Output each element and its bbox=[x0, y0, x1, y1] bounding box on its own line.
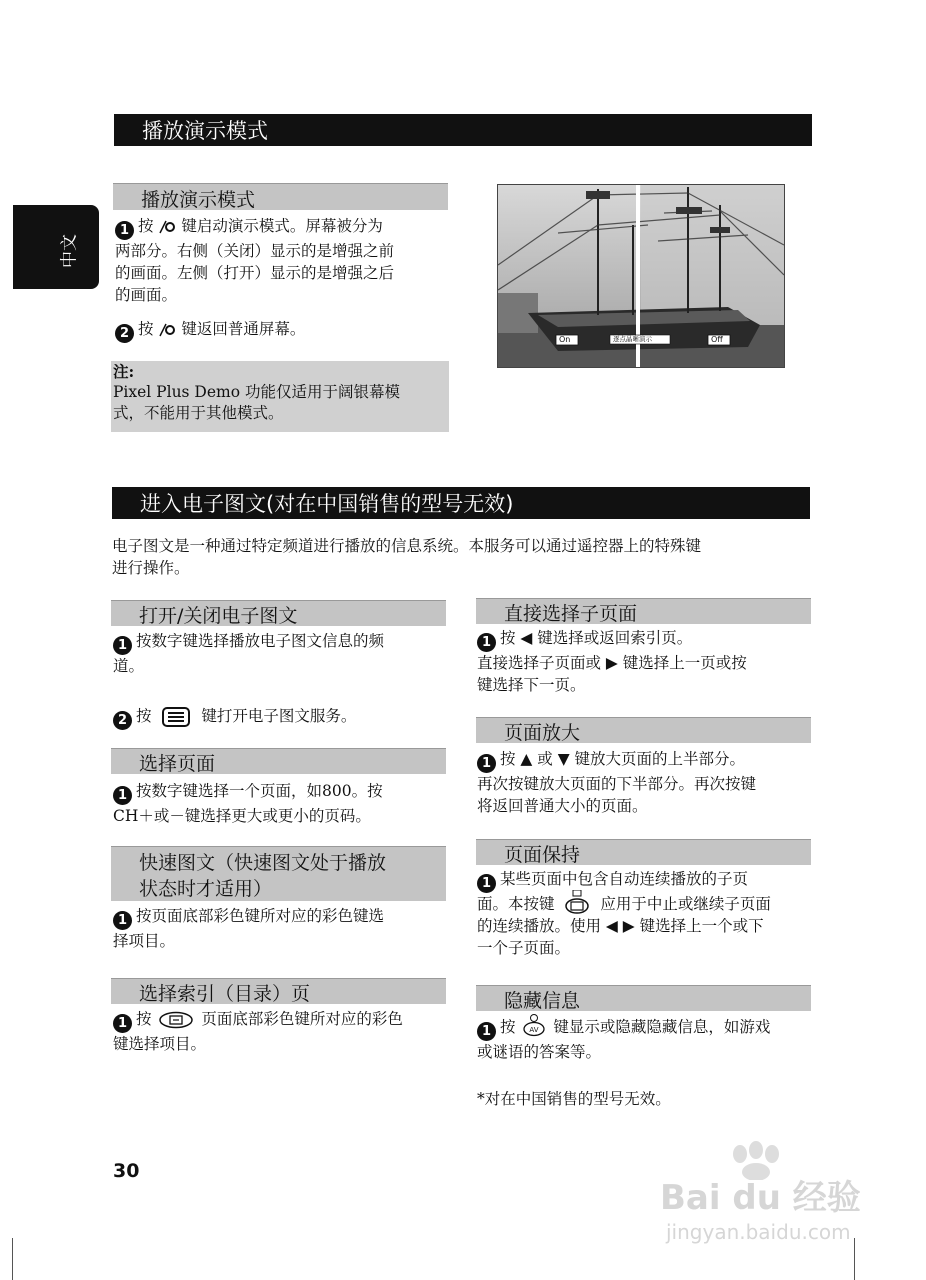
subsection-title: 打开/关闭电子图文 bbox=[139, 605, 298, 627]
step-1-badge: 1 bbox=[477, 633, 496, 652]
subsection-title: 选择索引（目录）页 bbox=[139, 983, 311, 1005]
subsection-title: 状态时才适用） bbox=[139, 878, 273, 900]
step-1-badge: 1 bbox=[477, 1022, 496, 1041]
step-line: 的连续播放。使用 ◀ ▶ 键选择上一个或下 bbox=[477, 917, 764, 935]
step-line: CH＋或－键选择更大或更小的页码。 bbox=[113, 807, 371, 825]
step-text: 键启动演示模式。屏幕被分为 bbox=[181, 217, 383, 235]
step-1-badge: 1 bbox=[113, 1014, 132, 1033]
demo-key-icon bbox=[158, 323, 176, 337]
label-off: Off bbox=[711, 335, 723, 344]
subsection-header-demo bbox=[113, 183, 448, 210]
subsection-header-index bbox=[111, 978, 446, 1004]
step-line: 或谜语的答案等。 bbox=[477, 1043, 602, 1061]
step-text: 按数字键选择播放电子图文信息的频 bbox=[136, 632, 385, 650]
subsection-title: 播放演示模式 bbox=[141, 189, 256, 211]
select-page-instructions bbox=[113, 780, 453, 827]
label-on: On bbox=[559, 335, 571, 344]
step-line: 两部分。右侧（关闭）显示的是增强之前 bbox=[115, 242, 395, 260]
step-line: 择项目。 bbox=[113, 932, 176, 950]
side-tab-label: 中文 bbox=[59, 234, 80, 268]
subpage-instructions bbox=[477, 627, 817, 696]
step-text: 键打开电子图文服务。 bbox=[201, 707, 357, 725]
hold-key-icon bbox=[563, 890, 591, 914]
section-header-demo bbox=[114, 114, 812, 146]
subsection-title: 页面保持 bbox=[504, 844, 581, 866]
step-1-badge: 1 bbox=[113, 786, 132, 805]
watermark-logo: Bai du 经验 bbox=[660, 1178, 861, 1218]
fast-text-instructions bbox=[113, 905, 453, 952]
demo-instructions bbox=[115, 215, 455, 343]
subsection-header-hidden bbox=[476, 985, 811, 1011]
subsection-header-select-page bbox=[111, 748, 446, 774]
step-text: 应用于中止或继续子页面 bbox=[600, 895, 771, 913]
step-text: 按 ▲ 或 ▼ 键放大页面的上半部分。 bbox=[500, 750, 746, 768]
subsection-header-fast-text bbox=[111, 846, 446, 901]
intro-line: 进行操作。 bbox=[112, 559, 190, 577]
reveal-key-icon bbox=[522, 1013, 546, 1037]
section-header-teletext bbox=[112, 487, 810, 519]
index-key-icon bbox=[158, 1011, 194, 1029]
note-line: Pixel Plus Demo 功能仅适用于阔银幕模 bbox=[113, 383, 400, 401]
subsection-header-subpage bbox=[476, 598, 811, 624]
subsection-header-zoom bbox=[476, 717, 811, 743]
step-text: 按 bbox=[138, 320, 154, 338]
step-line: 再次按键放大页面的下半部分。再次按键 bbox=[477, 775, 757, 793]
watermark bbox=[660, 1140, 900, 1250]
step-1-badge: 1 bbox=[477, 874, 496, 893]
step-text: 按 bbox=[136, 1010, 152, 1028]
step-text: 按数字键选择一个页面，如800。按 bbox=[136, 782, 383, 800]
language-side-tab bbox=[13, 205, 99, 289]
subsection-header-hold bbox=[476, 839, 811, 865]
subsection-title: 快速图文（快速图文处于播放 bbox=[139, 852, 387, 874]
step-line: 一个子页面。 bbox=[477, 939, 571, 957]
footnote: *对在中国销售的型号无效。 bbox=[477, 1090, 671, 1108]
step-line: 的画面。左侧（打开）显示的是增强之后 bbox=[115, 264, 395, 282]
step-2-badge: 2 bbox=[115, 324, 134, 343]
svg-text:AV: AV bbox=[529, 1026, 540, 1034]
crop-mark bbox=[12, 1238, 13, 1280]
subsection-title: 直接选择子页面 bbox=[504, 603, 638, 625]
subsection-title: 隐藏信息 bbox=[504, 990, 581, 1012]
onoff-instructions bbox=[113, 630, 453, 730]
crop-mark bbox=[854, 1238, 855, 1280]
zoom-instructions bbox=[477, 748, 817, 817]
step-text: 按 ◀ 键选择或返回索引页。 bbox=[500, 629, 693, 647]
step-2-badge: 2 bbox=[113, 711, 132, 730]
demo-screen-image bbox=[497, 184, 785, 368]
step-line: 的画面。 bbox=[115, 286, 178, 304]
note-label: 注: bbox=[113, 362, 135, 381]
subsection-title: 选择页面 bbox=[139, 753, 216, 775]
demo-key-icon bbox=[158, 220, 176, 234]
watermark-url: jingyan.baidu.com bbox=[666, 1220, 851, 1244]
step-line: 将返回普通大小的页面。 bbox=[477, 797, 648, 815]
index-instructions bbox=[113, 1008, 453, 1055]
section-title: 进入电子图文(对在中国销售的型号无效) bbox=[140, 492, 514, 516]
step-text: 某些页面中包含自动连续播放的子页 bbox=[500, 870, 749, 888]
teletext-key-icon bbox=[162, 707, 190, 727]
step-text: 按页面底部彩色键所对应的彩色键选 bbox=[136, 907, 385, 925]
teletext-intro bbox=[112, 535, 812, 579]
subsection-title: 页面放大 bbox=[504, 722, 581, 744]
hidden-instructions bbox=[477, 1016, 817, 1063]
hold-instructions bbox=[477, 868, 817, 959]
step-text: 页面底部彩色键所对应的彩色 bbox=[201, 1010, 403, 1028]
step-1-badge: 1 bbox=[115, 221, 134, 240]
page-number: 30 bbox=[113, 1160, 140, 1182]
note-line: 式，不能用于其他模式。 bbox=[113, 404, 284, 422]
step-1-badge: 1 bbox=[113, 636, 132, 655]
step-line: 键选择项目。 bbox=[113, 1035, 207, 1053]
step-1-badge: 1 bbox=[477, 754, 496, 773]
label-demo: 逐点晶晰演示 bbox=[613, 335, 652, 343]
step-text: 键返回普通屏幕。 bbox=[181, 320, 306, 338]
intro-line: 电子图文是一种通过特定频道进行播放的信息系统。本服务可以通过遥控器上的特殊键 bbox=[112, 537, 702, 555]
step-text: 按 bbox=[500, 1018, 516, 1036]
step-text: 按 bbox=[138, 217, 154, 235]
section-title: 播放演示模式 bbox=[142, 119, 268, 143]
step-text: 面。本按键 bbox=[477, 895, 555, 913]
step-1-badge: 1 bbox=[113, 911, 132, 930]
step-line: 直接选择子页面或 ▶ 键选择上一页或按 bbox=[477, 654, 747, 672]
subsection-header-onoff bbox=[111, 600, 446, 626]
step-line: 键选择下一页。 bbox=[477, 676, 586, 694]
step-text: 键显示或隐藏隐藏信息，如游戏 bbox=[553, 1018, 771, 1036]
note-box bbox=[111, 361, 449, 432]
step-text: 按 bbox=[136, 707, 152, 725]
step-line: 道。 bbox=[113, 657, 145, 675]
